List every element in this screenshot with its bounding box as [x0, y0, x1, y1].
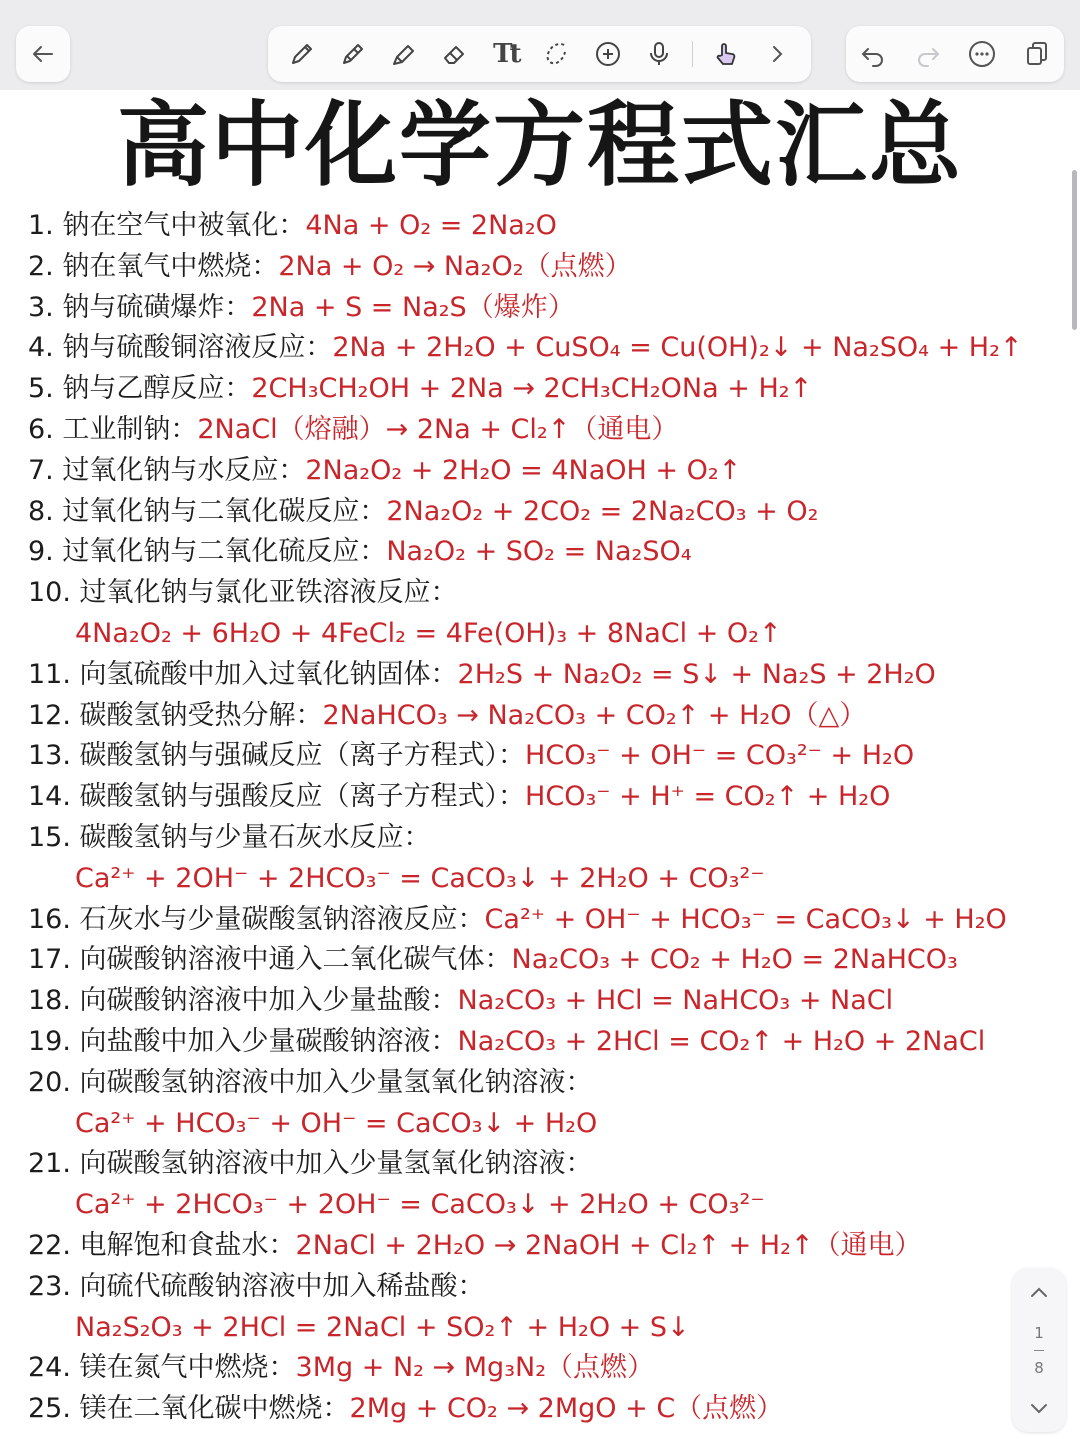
- chevron-right-icon[interactable]: [759, 36, 795, 72]
- line-number: 8.: [28, 495, 54, 527]
- line-number: 2.: [28, 250, 54, 282]
- equation-line: [28, 532, 1040, 573]
- equation-line: [28, 859, 1040, 900]
- back-button[interactable]: [16, 26, 70, 82]
- equation-line: [28, 247, 1040, 288]
- toolbar-divider: [692, 41, 693, 67]
- chemical-equation: 3Mg + N₂ → Mg₃N₂（点燃）: [295, 1352, 655, 1384]
- line-number: 9.: [28, 536, 54, 568]
- line-number: 4.: [28, 332, 54, 364]
- line-number: 22.: [28, 1229, 71, 1261]
- chemical-equation: 4Na₂O₂ + 6H₂O + 4FeCl₂ = 4Fe(OH)₃ + 8NaCl + O₂↑: [75, 617, 782, 649]
- microphone-icon[interactable]: [641, 36, 677, 72]
- reaction-description: 工业制钠：: [62, 413, 198, 445]
- chemical-equation: Ca²⁺ + HCO₃⁻ + OH⁻ = CaCO₃↓ + H₂O: [75, 1107, 598, 1139]
- reaction-description: 过氧化钠与水反应：: [62, 454, 306, 486]
- equation-line: [28, 410, 1040, 451]
- equation-line: [28, 736, 1040, 777]
- reaction-description: 碳酸氢钠与强酸反应（离子方程式）：: [79, 781, 526, 813]
- equation-line: [28, 818, 1040, 859]
- equation-line: [28, 1063, 1040, 1104]
- line-number: 25.: [28, 1393, 71, 1425]
- document-title: 高中化学方程式汇总: [116, 92, 963, 199]
- reaction-description: 钠在氧气中燃烧：: [62, 250, 279, 282]
- chemical-equation: Na₂CO₃ + 2HCl = CO₂↑ + H₂O + 2NaCl: [457, 1025, 986, 1057]
- add-icon[interactable]: [590, 36, 626, 72]
- equation-line: [28, 328, 1040, 369]
- vertical-scrollbar[interactable]: [1072, 170, 1077, 330]
- pen-icon[interactable]: [284, 36, 320, 72]
- equation-line: [28, 1389, 1040, 1430]
- chemical-equation: 2Na + O₂ → Na₂O₂（点燃）: [278, 250, 632, 282]
- chemical-equation: 2Mg + CO₂ → 2MgO + C（点燃）: [349, 1393, 784, 1425]
- reaction-description: 向碳酸氢钠溶液中加入少量氢氧化钠溶液：: [79, 1148, 593, 1180]
- chemical-equation: Ca²⁺ + OH⁻ + HCO₃⁻ = CaCO₃↓ + H₂O: [484, 903, 1007, 935]
- chevron-down-icon[interactable]: [1024, 1393, 1054, 1423]
- reaction-description: 向氢硫酸中加入过氧化钠固体：: [79, 658, 458, 690]
- line-number: 12.: [28, 699, 71, 731]
- reaction-description: 钠在空气中被氧化：: [62, 210, 306, 241]
- reaction-description: 向碳酸钠溶液中通入二氧化碳气体：: [79, 944, 512, 976]
- pages-icon[interactable]: [1019, 36, 1055, 72]
- line-number: 23.: [28, 1270, 71, 1302]
- drawing-toolbar: [268, 26, 811, 82]
- equation-line: [28, 1022, 1040, 1063]
- reaction-description: 过氧化钠与二氧化碳反应：: [62, 495, 387, 527]
- reaction-description: 碳酸氢钠受热分解：: [79, 699, 323, 731]
- line-number: 3.: [28, 291, 54, 323]
- equation-line: [28, 288, 1040, 329]
- line-number: 1.: [28, 210, 54, 241]
- line-number: 20.: [28, 1066, 71, 1098]
- chemical-equation: HCO₃⁻ + H⁺ = CO₂↑ + H₂O: [525, 781, 891, 813]
- equation-line: [28, 369, 1040, 410]
- line-number: 18.: [28, 985, 71, 1017]
- chemical-equation: Na₂CO₃ + CO₂ + H₂O = 2NaHCO₃: [511, 944, 958, 976]
- reaction-description: 碳酸氢钠与强碱反应（离子方程式）：: [79, 740, 526, 772]
- page-navigator: [1012, 1268, 1066, 1432]
- line-number: 21.: [28, 1148, 71, 1180]
- equation-line: [28, 573, 1040, 614]
- line-number: 7.: [28, 454, 54, 486]
- total-pages: 8: [1034, 1359, 1044, 1377]
- chemical-equation: Ca²⁺ + 2OH⁻ + 2HCO₃⁻ = CaCO₃↓ + 2H₂O + CO₃²⁻: [75, 862, 765, 894]
- line-number: 10.: [28, 577, 71, 609]
- chevron-up-icon[interactable]: [1024, 1278, 1054, 1308]
- reaction-description: 钠与乙醇反应：: [62, 373, 252, 405]
- chemical-equation: 2NaCl + 2H₂O → 2NaOH + Cl₂↑ + H₂↑（通电）: [295, 1229, 922, 1261]
- equation-line: [28, 900, 1040, 941]
- equation-line: [28, 1104, 1040, 1145]
- chemical-equation: 2Na + 2H₂O + CuSO₄ = Cu(OH)₂↓ + Na₂SO₄ + H₂↑: [332, 332, 1023, 364]
- chemical-equation: 2NaHCO₃ → Na₂CO₃ + CO₂↑ + H₂O（△）: [322, 699, 867, 731]
- reaction-description: 向碳酸钠溶液中加入少量盐酸：: [79, 985, 458, 1017]
- current-page: 1: [1034, 1324, 1044, 1342]
- line-number: 17.: [28, 944, 71, 976]
- back-arrow-icon: [25, 36, 61, 72]
- equation-line: [28, 451, 1040, 492]
- equation-line: [28, 614, 1040, 655]
- marker-icon[interactable]: [335, 36, 371, 72]
- text-tool-icon[interactable]: Tt: [493, 39, 519, 69]
- reaction-description: 镁在氮气中燃烧：: [79, 1352, 296, 1384]
- chemical-equation: 2H₂S + Na₂O₂ = S↓ + Na₂S + 2H₂O: [457, 658, 936, 690]
- chemical-equation: 2CH₃CH₂OH + 2Na → 2CH₃CH₂ONa + H₂↑: [251, 373, 813, 405]
- reaction-description: 向硫代硫酸钠溶液中加入稀盐酸：: [79, 1270, 485, 1302]
- lasso-icon[interactable]: [539, 36, 575, 72]
- undo-icon[interactable]: [855, 36, 891, 72]
- more-icon[interactable]: [964, 36, 1000, 72]
- reaction-description: 钠与硫酸铜溶液反应：: [62, 332, 333, 364]
- chemical-equation: Na₂O₂ + SO₂ = Na₂SO₄: [386, 536, 692, 568]
- chemical-equation: 2Na₂O₂ + 2H₂O = 4NaOH + O₂↑: [305, 454, 742, 486]
- actions-toolbar: [846, 26, 1064, 82]
- chemical-equation: HCO₃⁻ + OH⁻ = CO₃²⁻ + H₂O: [525, 740, 915, 772]
- line-number: 24.: [28, 1352, 71, 1384]
- chemical-equation: 2NaCl（熔融）→ 2Na + Cl₂↑（通电）: [197, 413, 679, 445]
- chemical-equation: Na₂S₂O₃ + 2HCl = 2NaCl + SO₂↑ + H₂O + S↓: [75, 1311, 690, 1343]
- reaction-description: 向盐酸中加入少量碳酸钠溶液：: [79, 1025, 458, 1057]
- chemical-equation: 4Na + O₂ = 2Na₂O: [305, 210, 557, 241]
- equation-line: [28, 1144, 1040, 1185]
- reaction-description: 电解饱和食盐水：: [79, 1229, 296, 1261]
- equation-line: [28, 940, 1040, 981]
- reaction-description: 过氧化钠与二氧化硫反应：: [62, 536, 387, 568]
- line-number: 5.: [28, 373, 54, 405]
- equation-line: [28, 1308, 1040, 1349]
- chemical-equation: 2Na + S = Na₂S（爆炸）: [251, 291, 575, 323]
- equation-line: [28, 1185, 1040, 1226]
- equation-line: [28, 655, 1040, 696]
- reaction-description: 钠与硫磺爆炸：: [62, 291, 252, 323]
- line-number: 13.: [28, 740, 71, 772]
- equation-line: [28, 492, 1040, 533]
- reaction-description: 石灰水与少量碳酸氢钠溶液反应：: [79, 903, 485, 935]
- line-number: 16.: [28, 903, 71, 935]
- line-number: 15.: [28, 821, 71, 853]
- hand-touch-icon[interactable]: [708, 36, 744, 72]
- reaction-description: 过氧化钠与氯化亚铁溶液反应：: [79, 577, 458, 609]
- equation-line: [28, 696, 1040, 737]
- chemical-equation: Ca²⁺ + 2HCO₃⁻ + 2OH⁻ = CaCO₃↓ + 2H₂O + CO₃²⁻: [75, 1189, 765, 1221]
- chemical-equation: 2Na₂O₂ + 2CO₂ = 2Na₂CO₃ + O₂: [386, 495, 819, 527]
- equation-line: [28, 777, 1040, 818]
- page-divider: [1034, 1350, 1044, 1351]
- line-number: 14.: [28, 781, 71, 813]
- equation-line: [28, 1267, 1040, 1308]
- highlighter-icon[interactable]: [386, 36, 422, 72]
- eraser-icon[interactable]: [437, 36, 473, 72]
- redo-icon[interactable]: [910, 36, 946, 72]
- line-number: 19.: [28, 1025, 71, 1057]
- equation-line: [28, 206, 1040, 247]
- line-number: 6.: [28, 413, 54, 445]
- line-number: 11.: [28, 658, 71, 690]
- equation-list: [28, 206, 1040, 1430]
- reaction-description: 向碳酸氢钠溶液中加入少量氢氧化钠溶液：: [79, 1066, 593, 1098]
- document-page[interactable]: [0, 90, 1080, 1439]
- equation-line: [28, 1226, 1040, 1267]
- reaction-description: 镁在二氧化碳中燃烧：: [79, 1393, 350, 1425]
- reaction-description: 碳酸氢钠与少量石灰水反应：: [79, 821, 431, 853]
- equation-line: [28, 1348, 1040, 1389]
- equation-line: [28, 981, 1040, 1022]
- chemical-equation: Na₂CO₃ + HCl = NaHCO₃ + NaCl: [457, 985, 894, 1017]
